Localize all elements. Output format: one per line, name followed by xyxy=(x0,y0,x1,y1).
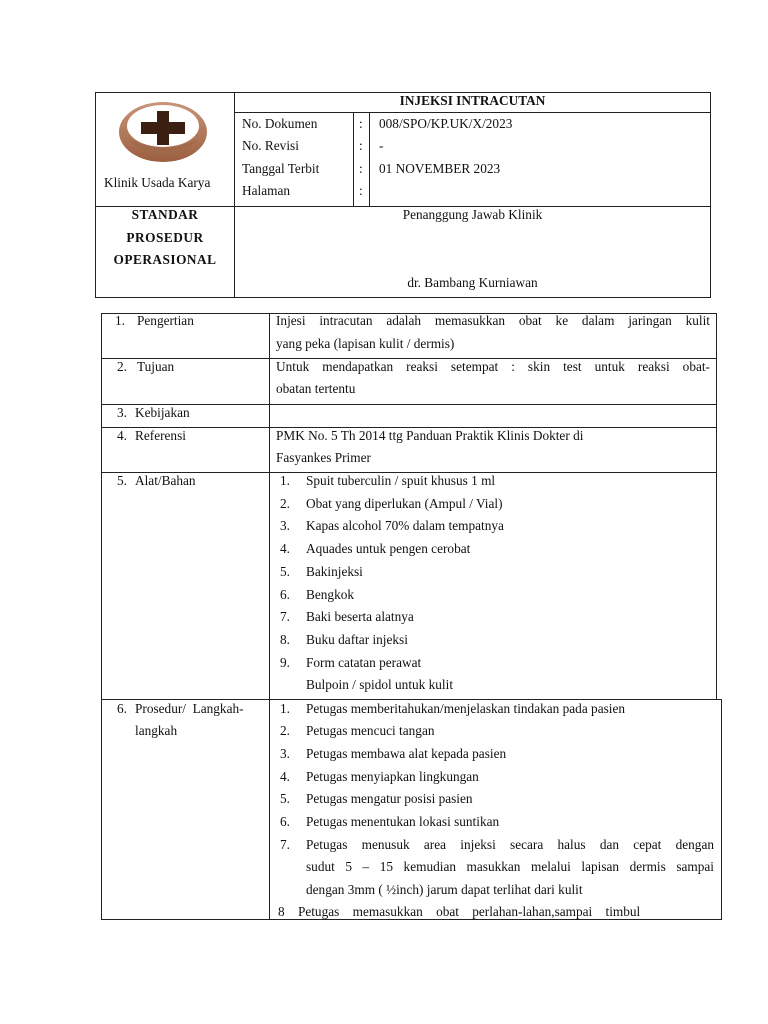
referensi-text: PMK No. 5 Th 2014 ttg Panduan Praktik Klinis Dokter di xyxy=(276,428,584,443)
list-number: 1. xyxy=(280,701,290,716)
list-number: 9. xyxy=(280,655,290,670)
list-number: 6. xyxy=(280,587,290,602)
list-number: 2. xyxy=(280,723,290,738)
list-item: Baki beserta alatnya xyxy=(306,609,414,624)
list-item: sudut 5 – 15 kemudian masukkan melalui lapisan dermis sampai xyxy=(306,859,714,874)
meta-colon: : xyxy=(359,161,363,176)
list-item: Spuit tuberculin / spuit khusus 1 ml xyxy=(306,473,496,488)
row-label-prosedur: langkah xyxy=(135,723,178,738)
meta-colon: : xyxy=(359,138,363,153)
list-item: Petugas memberitahukan/menjelaskan tindakan pada pasien xyxy=(306,701,626,716)
clinic-logo xyxy=(118,99,208,169)
tujuan-text: obatan tertentu xyxy=(276,381,356,396)
list-number: 7. xyxy=(280,837,290,852)
row-number: 6. xyxy=(117,701,127,716)
row-label-tujuan: Tujuan xyxy=(137,359,175,374)
list-item: Petugas menyiapkan lingkungan xyxy=(306,769,479,784)
pengertian-text: yang peka (lapisan kulit / dermis) xyxy=(276,336,455,351)
list-number: 5. xyxy=(280,791,290,806)
meta-value-revisi: - xyxy=(379,138,384,153)
row-label-referensi: Referensi xyxy=(135,428,186,443)
list-item: Bengkok xyxy=(306,587,355,602)
list-item: Petugas mencuci tangan xyxy=(306,723,435,738)
list-item: Petugas mengatur posisi pasien xyxy=(306,791,473,806)
row-label-alat-bahan: Alat/Bahan xyxy=(135,473,196,488)
document-title: INJEKSI INTRACUTAN xyxy=(399,93,546,108)
list-item: Form catatan perawat xyxy=(306,655,422,670)
list-number: 4. xyxy=(280,769,290,784)
list-number: 7. xyxy=(280,609,290,624)
list-item: Buku daftar injeksi xyxy=(306,632,408,647)
row-label-prosedur: Prosedur/ Langkah- xyxy=(135,701,244,716)
list-item: Petugas menusuk area injeksi secara halus dan cepat dengan xyxy=(306,837,714,852)
list-item: Obat yang diperlukan (Ampul / Vial) xyxy=(306,496,503,511)
list-item-partial: 8 Petugas memasukkan obat perlahan-lahan,sampai timbul xyxy=(278,904,641,919)
row-number: 3. xyxy=(117,405,127,420)
list-number: 5. xyxy=(280,564,290,579)
list-item: Petugas menentukan lokasi suntikan xyxy=(306,814,500,829)
list-number: 3. xyxy=(280,746,290,761)
list-item: Aquades untuk pengen cerobat xyxy=(306,541,471,556)
row-label-pengertian: Pengertian xyxy=(137,313,194,328)
meta-value-tanggal: 01 NOVEMBER 2023 xyxy=(379,161,501,176)
meta-label-halaman: Halaman xyxy=(242,183,290,198)
row-number: 5. xyxy=(117,473,127,488)
spo-line: PROSEDUR xyxy=(126,230,204,245)
meta-label-dokumen: No. Dokumen xyxy=(242,116,318,131)
list-item: Bakinjeksi xyxy=(306,564,363,579)
referensi-text: Fasyankes Primer xyxy=(276,450,371,465)
spo-line: OPERASIONAL xyxy=(113,252,217,267)
spo-line: STANDAR xyxy=(131,207,199,222)
meta-label-tanggal: Tanggal Terbit xyxy=(242,161,320,176)
list-item: Bulpoin / spidol untuk kulit xyxy=(306,677,454,692)
row-number: 1. xyxy=(115,313,125,328)
tujuan-text: Untuk mendapatkan reaksi setempat : skin test untuk reaksi obat- xyxy=(276,359,710,374)
pj-title: Penanggung Jawab Klinik xyxy=(402,207,543,222)
list-number: 1. xyxy=(280,473,290,488)
row-number: 2. xyxy=(117,359,127,374)
list-item: Kapas alcohol 70% dalam tempatnya xyxy=(306,518,504,533)
clinic-name: Klinik Usada Karya xyxy=(104,175,211,190)
pengertian-text: Injesi intracutan adalah memasukkan obat ke dalam jaringan kulit xyxy=(276,313,710,328)
list-number: 2. xyxy=(280,496,290,511)
meta-colon: : xyxy=(359,183,363,198)
row-number: 4. xyxy=(117,428,127,443)
list-number: 3. xyxy=(280,518,290,533)
meta-label-revisi: No. Revisi xyxy=(242,138,299,153)
row-label-kebijakan: Kebijakan xyxy=(135,405,190,420)
list-item: dengan 3mm ( ½inch) jarum dapat terlihat dari kulit xyxy=(306,882,583,897)
list-item: Petugas membawa alat kepada pasien xyxy=(306,746,507,761)
list-number: 4. xyxy=(280,541,290,556)
meta-value-dokumen: 008/SPO/KP.UK/X/2023 xyxy=(379,116,513,131)
list-number: 8. xyxy=(280,632,290,647)
list-number: 6. xyxy=(280,814,290,829)
pj-name: dr. Bambang Kurniawan xyxy=(407,275,538,290)
meta-colon: : xyxy=(359,116,363,131)
